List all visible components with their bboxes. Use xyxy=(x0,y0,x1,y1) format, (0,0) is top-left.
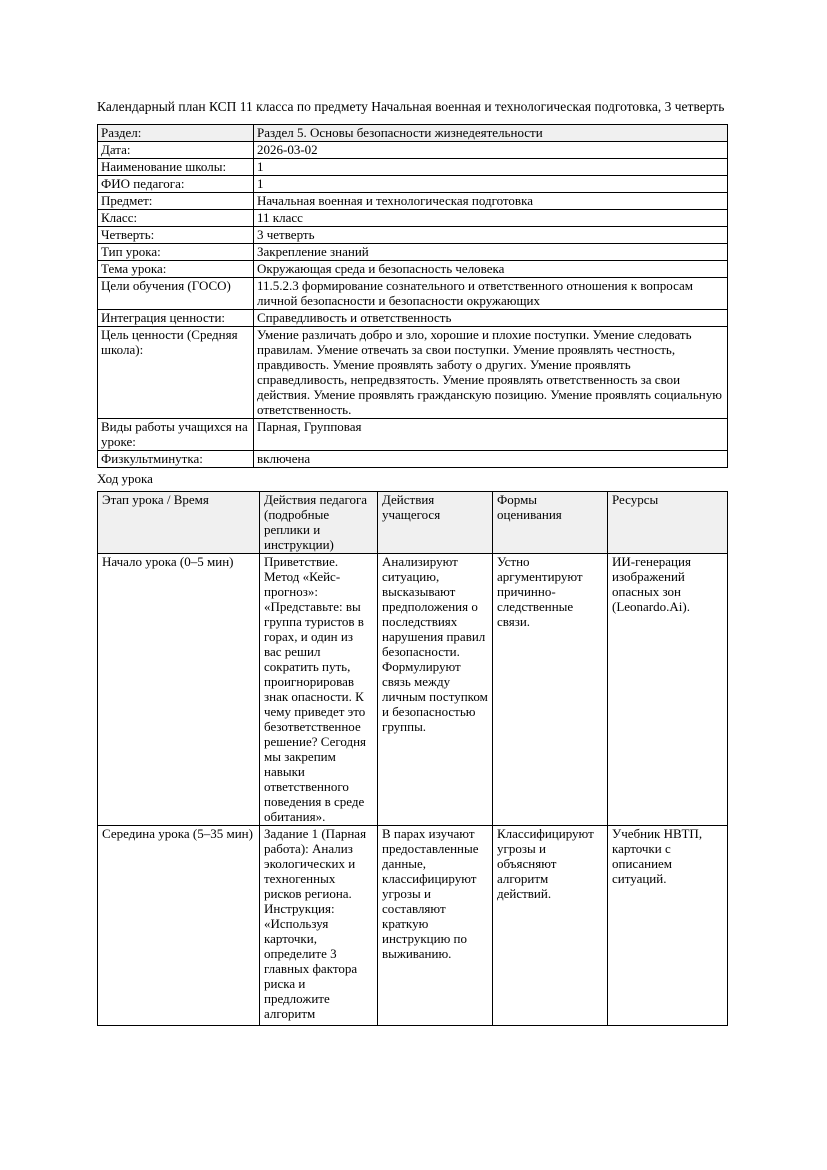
table-row xyxy=(98,419,728,451)
student-actions-cell: В парах изучают предоставленные данные, классифицируют угрозы и составляют краткую инструкцию по выживанию. xyxy=(378,826,493,1026)
table-row xyxy=(98,176,728,193)
table-row xyxy=(98,310,728,327)
info-value: 1 xyxy=(254,176,728,193)
info-label: Раздел: xyxy=(98,125,254,142)
table-row xyxy=(98,125,728,142)
resources-cell: ИИ-генерация изображений опасных зон (Leonardo.Ai). xyxy=(608,554,728,826)
info-value: 3 четверть xyxy=(254,227,728,244)
table-row xyxy=(98,159,728,176)
student-actions-cell: Анализируют ситуацию, высказывают предположения о последствиях нарушения правил безопасности. Формулируют связь между личным поступком и безопасностью группы. xyxy=(378,554,493,826)
table-header-row xyxy=(98,492,728,554)
stage-cell: Середина урока (5–35 мин) xyxy=(98,826,260,1026)
column-header-teacher-actions: Действия педагога (подробные реплики и инструкции) xyxy=(260,492,378,554)
info-value: Начальная военная и технологическая подготовка xyxy=(254,193,728,210)
info-value: 2026-03-02 xyxy=(254,142,728,159)
table-row xyxy=(98,193,728,210)
info-label: Интеграция ценности: xyxy=(98,310,254,327)
teacher-actions-cell: Задание 1 (Парная работа): Анализ экологических и техногенных рисков региона. Инструкция: «Используя карточки, определите 3 главных фактора риска и предложите алгоритм xyxy=(260,826,378,1026)
table-row xyxy=(98,826,728,1026)
page-title: Календарный план КСП 11 класса по предмету Начальная военная и технологическая подготовка, 3 четверть xyxy=(97,99,725,114)
section-heading: Ход урока xyxy=(97,471,153,486)
table-row xyxy=(98,554,728,826)
assessment-cell: Классифицируют угрозы и объясняют алгоритм действий. xyxy=(493,826,608,1026)
table-row xyxy=(98,244,728,261)
info-label: Класс: xyxy=(98,210,254,227)
lesson-flow-table xyxy=(97,491,728,1026)
teacher-actions-cell: Приветствие. Метод «Кейс-прогноз»: «Представьте: вы группа туристов в горах, и один из вас решил сократить путь, проигнорировав знак опасности. К чему приведет это безответственное решение? Сегодня мы закрепим навыки ответственного поведения в среде обитания». xyxy=(260,554,378,826)
table-row xyxy=(98,210,728,227)
column-header-stage: Этап урока / Время xyxy=(98,492,260,554)
info-label: Четверть: xyxy=(98,227,254,244)
info-label: Тип урока: xyxy=(98,244,254,261)
table-row xyxy=(98,327,728,419)
column-header-resources: Ресурсы xyxy=(608,492,728,554)
table-row xyxy=(98,142,728,159)
info-label: Физкультминутка: xyxy=(98,451,254,468)
lesson-info-table xyxy=(97,124,728,468)
info-label: Предмет: xyxy=(98,193,254,210)
info-value: 1 xyxy=(254,159,728,176)
stage-cell: Начало урока (0–5 мин) xyxy=(98,554,260,826)
info-label: Цели обучения (ГОСО) xyxy=(98,278,254,310)
info-value: Парная, Групповая xyxy=(254,419,728,451)
info-value: Справедливость и ответственность xyxy=(254,310,728,327)
info-value: Закрепление знаний xyxy=(254,244,728,261)
info-value: Раздел 5. Основы безопасности жизнедеятельности xyxy=(254,125,728,142)
table-row xyxy=(98,227,728,244)
info-label: Наименование школы: xyxy=(98,159,254,176)
column-header-assessment: Формы оценивания xyxy=(493,492,608,554)
info-label: Виды работы учащихся на уроке: xyxy=(98,419,254,451)
table-row xyxy=(98,451,728,468)
info-value: Окружающая среда и безопасность человека xyxy=(254,261,728,278)
info-value: включена xyxy=(254,451,728,468)
table-row xyxy=(98,261,728,278)
resources-cell: Учебник НВТП, карточки с описанием ситуаций. xyxy=(608,826,728,1026)
info-label: Тема урока: xyxy=(98,261,254,278)
column-header-student-actions: Действия учащегося xyxy=(378,492,493,554)
info-label: Дата: xyxy=(98,142,254,159)
info-value: 11 класс xyxy=(254,210,728,227)
assessment-cell: Устно аргументируют причинно-следственные связи. xyxy=(493,554,608,826)
table-row xyxy=(98,278,728,310)
info-label: Цель ценности (Средняя школа): xyxy=(98,327,254,419)
info-label: ФИО педагога: xyxy=(98,176,254,193)
info-value: 11.5.2.3 формирование сознательного и ответственного отношения к вопросам личной безопасности и безопасности окружающих xyxy=(254,278,728,310)
info-value: Умение различать добро и зло, хорошие и плохие поступки. Умение следовать правилам. Умение отвечать за свои поступки. Умение проявлять честность, правдивость. Умение проявлять заботу о других. Умение проявлять справедливость, непредвзятость. Умение проявлять ответственность за свои действия. Умение проявлять гражданскую позицию. Умение проявлять социальную ответственность. xyxy=(254,327,728,419)
